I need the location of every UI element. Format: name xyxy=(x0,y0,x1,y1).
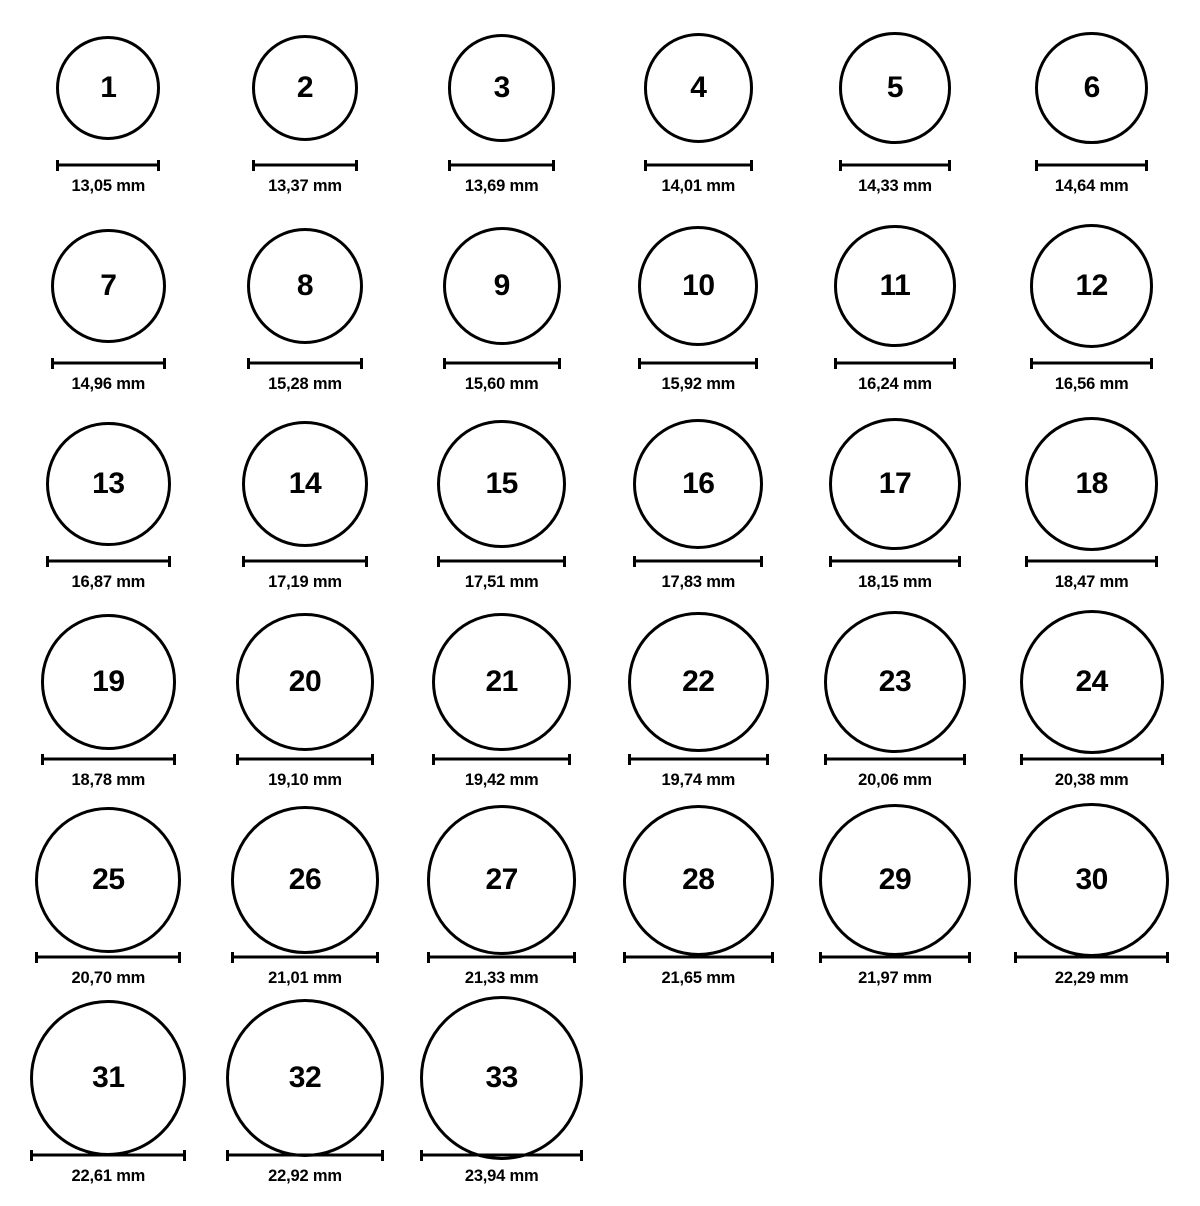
ruler-cap-left xyxy=(30,1150,33,1161)
ruler-cap-right xyxy=(178,952,181,963)
ruler-bar xyxy=(231,956,379,959)
ring-size-cell[interactable] xyxy=(10,810,207,988)
ruler-bar xyxy=(834,362,956,365)
ring-circle[interactable] xyxy=(623,805,774,956)
ruler-bar xyxy=(51,362,166,365)
ruler-bar xyxy=(1025,560,1159,563)
ring-size-cell[interactable] xyxy=(600,18,797,196)
ruler-cap-left xyxy=(56,160,59,171)
diameter-ruler xyxy=(824,754,966,764)
ruler-bar xyxy=(420,1154,583,1157)
ring-size-number: 7 xyxy=(100,269,117,302)
ring-circle-wrap xyxy=(437,414,565,554)
ruler-bar xyxy=(427,956,576,959)
ruler-cap-left xyxy=(1035,160,1038,171)
ring-size-number: 30 xyxy=(1075,863,1108,896)
diameter-ruler xyxy=(437,556,565,566)
diameter-label: 14,33 mm xyxy=(858,177,932,195)
diameter-ruler xyxy=(236,754,373,764)
diameter-label: 18,47 mm xyxy=(1054,573,1129,591)
ring-size-number: 11 xyxy=(879,269,911,302)
ruler-cap-left xyxy=(51,358,54,369)
ring-circle-wrap xyxy=(448,18,556,158)
ring-size-number: 8 xyxy=(296,268,314,302)
ruler-cap-right xyxy=(157,160,160,171)
ruler-bar xyxy=(1030,362,1153,365)
ring-circle-wrap xyxy=(51,216,166,356)
ruler-cap-left xyxy=(420,1150,423,1161)
ring-circle[interactable] xyxy=(829,418,961,550)
ring-size-number: 28 xyxy=(682,863,715,896)
ring-size-number: 21 xyxy=(485,664,518,698)
ruler-bar xyxy=(242,560,369,563)
ring-size-cell[interactable] xyxy=(797,612,994,790)
ring-size-cell[interactable] xyxy=(207,18,404,196)
ruler-cap-right xyxy=(771,952,774,963)
ruler-cap-right xyxy=(376,952,379,963)
ring-circle[interactable] xyxy=(231,806,379,954)
ring-circle-wrap xyxy=(819,810,972,950)
ruler-cap-right xyxy=(968,952,971,963)
ruler-cap-right xyxy=(563,556,566,567)
ruler-cap-right xyxy=(552,160,555,171)
ring-circle-wrap xyxy=(1030,216,1153,356)
ring-circle-wrap xyxy=(834,216,956,356)
diameter-ruler xyxy=(41,754,176,764)
ring-circle[interactable] xyxy=(437,420,565,548)
diameter-ruler xyxy=(623,952,774,962)
ring-size-number: 24 xyxy=(1075,665,1108,698)
diameter-ruler xyxy=(1014,952,1168,962)
ring-circle-wrap xyxy=(623,810,774,950)
diameter-ruler xyxy=(819,952,972,962)
diameter-label: 14,96 mm xyxy=(71,375,146,393)
ring-circle[interactable] xyxy=(247,228,363,344)
ring-size-cell[interactable] xyxy=(10,414,207,592)
diameter-ruler xyxy=(51,358,166,368)
diameter-label: 23,94 mm xyxy=(464,1167,539,1185)
ruler-bar xyxy=(824,758,966,761)
diameter-label: 15,92 mm xyxy=(661,375,736,393)
ruler-bar xyxy=(41,758,176,761)
ruler-cap-right xyxy=(1161,754,1164,765)
ruler-cap-left xyxy=(247,358,250,369)
diameter-label: 22,29 mm xyxy=(1054,969,1129,987)
ring-circle[interactable] xyxy=(1025,417,1159,551)
ring-circle-wrap xyxy=(242,414,369,554)
ring-size-number: 25 xyxy=(92,863,125,896)
diameter-ruler xyxy=(231,952,379,962)
ring-circle[interactable] xyxy=(226,999,384,1157)
ring-size-cell[interactable] xyxy=(993,414,1190,592)
diameter-ruler xyxy=(644,160,753,170)
ruler-cap-right xyxy=(163,358,166,369)
ruler-bar xyxy=(1020,758,1164,761)
diameter-label: 19,42 mm xyxy=(464,771,539,789)
diameter-ruler xyxy=(1035,160,1148,170)
ring-size-number: 19 xyxy=(92,665,125,698)
ruler-cap-right xyxy=(953,358,956,369)
ruler-cap-right xyxy=(360,358,363,369)
ring-circle-wrap xyxy=(46,414,171,554)
ring-circle-wrap xyxy=(638,216,758,356)
ruler-bar xyxy=(46,560,171,563)
ruler-cap-right xyxy=(173,754,176,765)
ring-circle[interactable] xyxy=(1014,803,1168,957)
ruler-cap-left xyxy=(1025,556,1028,567)
ring-circle[interactable] xyxy=(1030,224,1153,347)
ring-circle[interactable] xyxy=(30,1000,186,1156)
ring-size-cell[interactable] xyxy=(403,414,600,592)
ring-circle-wrap xyxy=(1025,414,1159,554)
ruler-cap-left xyxy=(1030,358,1033,369)
diameter-ruler xyxy=(420,1150,583,1160)
ring-circle[interactable] xyxy=(443,227,561,345)
ruler-cap-left xyxy=(226,1150,229,1161)
ring-circle[interactable] xyxy=(633,419,763,549)
ring-circle[interactable] xyxy=(35,807,181,953)
ring-size-cell[interactable] xyxy=(600,414,797,592)
ruler-cap-left xyxy=(448,160,451,171)
ring-size-number: 32 xyxy=(288,1061,322,1094)
diameter-label: 20,38 mm xyxy=(1054,771,1129,789)
ring-size-number: 26 xyxy=(288,863,322,896)
ruler-bar xyxy=(623,956,774,959)
ruler-cap-left xyxy=(236,754,239,765)
ruler-bar xyxy=(236,758,373,761)
ring-circle[interactable] xyxy=(432,613,571,752)
diameter-ruler xyxy=(432,754,571,764)
ruler-cap-left xyxy=(46,556,49,567)
diameter-label: 20,06 mm xyxy=(858,771,932,789)
ruler-cap-left xyxy=(839,160,842,171)
ruler-bar xyxy=(35,956,181,959)
ruler-bar xyxy=(829,560,961,563)
ring-size-cell[interactable] xyxy=(600,810,797,988)
diameter-label: 19,74 mm xyxy=(661,771,736,789)
ruler-cap-right xyxy=(183,1150,186,1161)
ring-circle-wrap xyxy=(839,18,950,158)
ring-size-cell[interactable] xyxy=(207,810,404,988)
ruler-cap-right xyxy=(750,160,753,171)
ring-size-cell[interactable] xyxy=(797,810,994,988)
ruler-cap-left xyxy=(824,754,827,765)
ring-circle-wrap xyxy=(247,216,363,356)
ring-size-cell[interactable] xyxy=(403,612,600,790)
ring-size-number: 3 xyxy=(493,70,510,104)
diameter-label: 13,69 mm xyxy=(464,177,539,195)
ring-circle-wrap xyxy=(236,612,373,752)
diameter-ruler xyxy=(247,358,363,368)
ring-circle-wrap xyxy=(633,414,763,554)
ring-size-cell[interactable] xyxy=(403,216,600,394)
diameter-label: 17,51 mm xyxy=(464,573,539,591)
ruler-cap-left xyxy=(819,952,822,963)
ring-circle[interactable] xyxy=(236,613,373,750)
ring-size-number: 27 xyxy=(485,863,518,896)
ring-size-number: 12 xyxy=(1075,269,1108,302)
diameter-ruler xyxy=(30,1150,186,1160)
ring-size-number: 4 xyxy=(690,71,707,104)
ring-size-number: 29 xyxy=(878,863,912,896)
ring-circle-wrap xyxy=(252,18,358,158)
ruler-cap-right xyxy=(1166,952,1169,963)
ring-circle-wrap xyxy=(41,612,176,752)
diameter-ruler xyxy=(1025,556,1159,566)
ruler-cap-left xyxy=(1014,952,1017,963)
diameter-ruler xyxy=(56,160,160,170)
diameter-label: 14,64 mm xyxy=(1054,177,1129,195)
ring-size-number: 1 xyxy=(100,70,117,104)
ruler-cap-right xyxy=(371,754,374,765)
ring-circle[interactable] xyxy=(1035,32,1148,145)
diameter-label: 16,56 mm xyxy=(1054,375,1129,393)
diameter-label: 21,01 mm xyxy=(268,969,342,987)
ruler-bar xyxy=(56,164,160,167)
diameter-ruler xyxy=(443,358,561,368)
ruler-bar xyxy=(644,164,753,167)
ring-size-number: 22 xyxy=(682,665,715,698)
diameter-ruler xyxy=(46,556,171,566)
ruler-cap-right xyxy=(755,358,758,369)
ring-circle-wrap xyxy=(420,1008,583,1148)
ring-circle-wrap xyxy=(829,414,961,554)
ring-size-cell[interactable] xyxy=(403,18,600,196)
ruler-cap-left xyxy=(35,952,38,963)
ring-circle[interactable] xyxy=(824,611,966,753)
ring-circle-wrap xyxy=(1035,18,1148,158)
ruler-cap-right xyxy=(168,556,171,567)
ring-circle-wrap xyxy=(1014,810,1168,950)
ruler-cap-right xyxy=(558,358,561,369)
ruler-cap-right xyxy=(381,1150,384,1161)
ring-size-number: 14 xyxy=(288,466,322,500)
ruler-cap-left xyxy=(427,952,430,963)
ring-circle-wrap xyxy=(443,216,561,356)
ring-circle[interactable] xyxy=(819,804,972,957)
diameter-ruler xyxy=(839,160,950,170)
ring-size-cell[interactable] xyxy=(797,216,994,394)
diameter-ruler xyxy=(427,952,576,962)
ring-size-number: 18 xyxy=(1075,467,1108,500)
ruler-cap-right xyxy=(580,1150,583,1161)
ruler-bar xyxy=(226,1154,384,1157)
diameter-label: 20,70 mm xyxy=(71,969,146,987)
ruler-bar xyxy=(628,758,769,761)
ruler-cap-left xyxy=(41,754,44,765)
ring-size-cell[interactable] xyxy=(993,810,1190,988)
ruler-bar xyxy=(448,164,556,167)
diameter-label: 22,92 mm xyxy=(268,1167,342,1185)
ring-size-cell[interactable] xyxy=(207,1008,404,1186)
ruler-cap-right xyxy=(948,160,951,171)
diameter-label: 16,24 mm xyxy=(858,375,932,393)
diameter-label: 16,87 mm xyxy=(71,573,146,591)
ring-size-cell[interactable] xyxy=(797,414,994,592)
ring-circle-wrap xyxy=(644,18,753,158)
diameter-label: 17,19 mm xyxy=(268,573,342,591)
diameter-label: 19,10 mm xyxy=(268,771,342,789)
ring-circle-wrap xyxy=(432,612,571,752)
ring-circle-wrap xyxy=(824,612,966,752)
ring-circle[interactable] xyxy=(242,421,369,548)
ring-size-number: 16 xyxy=(682,466,715,500)
ruler-cap-left xyxy=(252,160,255,171)
ruler-cap-right xyxy=(766,754,769,765)
ruler-cap-right xyxy=(573,952,576,963)
diameter-ruler xyxy=(633,556,763,566)
diameter-ruler xyxy=(1030,358,1153,368)
ruler-bar xyxy=(437,560,565,563)
ring-size-number: 33 xyxy=(485,1061,518,1094)
diameter-label: 22,61 mm xyxy=(71,1167,146,1185)
ring-circle[interactable] xyxy=(427,805,576,954)
ruler-cap-right xyxy=(568,754,571,765)
ring-size-cell[interactable] xyxy=(10,18,207,196)
ring-circle-wrap xyxy=(35,810,181,950)
ruler-cap-left xyxy=(1020,754,1023,765)
ring-size-grid xyxy=(10,18,1190,1206)
diameter-ruler xyxy=(226,1150,384,1160)
diameter-ruler xyxy=(252,160,358,170)
diameter-label: 13,05 mm xyxy=(71,177,146,195)
diameter-ruler xyxy=(628,754,769,764)
ruler-cap-right xyxy=(963,754,966,765)
ring-circle[interactable] xyxy=(638,226,758,346)
diameter-label: 21,33 mm xyxy=(464,969,539,987)
ring-size-cell[interactable] xyxy=(207,414,404,592)
diameter-label: 17,83 mm xyxy=(661,573,736,591)
ring-size-cell[interactable] xyxy=(10,216,207,394)
ring-size-number: 2 xyxy=(296,70,314,104)
ring-size-number: 15 xyxy=(485,466,518,500)
diameter-label: 14,01 mm xyxy=(661,177,736,195)
ruler-bar xyxy=(432,758,571,761)
ring-size-cell[interactable] xyxy=(10,612,207,790)
diameter-ruler xyxy=(834,358,956,368)
ring-circle[interactable] xyxy=(51,229,166,344)
ring-circle[interactable] xyxy=(628,612,769,753)
ruler-cap-right xyxy=(958,556,961,567)
ruler-bar xyxy=(1014,956,1168,959)
ring-size-cell[interactable] xyxy=(993,18,1190,196)
ruler-bar xyxy=(247,362,363,365)
diameter-ruler xyxy=(638,358,758,368)
ring-circle[interactable] xyxy=(252,35,358,141)
ruler-cap-left xyxy=(623,952,626,963)
ruler-cap-right xyxy=(760,556,763,567)
ruler-cap-left xyxy=(829,556,832,567)
ring-circle[interactable] xyxy=(56,36,160,140)
ring-size-number: 13 xyxy=(92,467,125,500)
ruler-cap-left xyxy=(638,358,641,369)
ring-size-cell[interactable] xyxy=(797,18,994,196)
ruler-cap-right xyxy=(1145,160,1148,171)
ring-size-cell[interactable] xyxy=(993,612,1190,790)
ruler-cap-left xyxy=(628,754,631,765)
ring-size-number: 9 xyxy=(493,268,510,302)
ring-size-cell[interactable] xyxy=(207,612,404,790)
ring-circle[interactable] xyxy=(834,225,956,347)
ring-circle[interactable] xyxy=(420,996,583,1159)
ruler-bar xyxy=(633,560,763,563)
diameter-label: 21,97 mm xyxy=(858,969,932,987)
ruler-cap-right xyxy=(365,556,368,567)
ruler-bar xyxy=(839,164,950,167)
ring-circle-wrap xyxy=(427,810,576,950)
diameter-ruler xyxy=(242,556,369,566)
ring-circle[interactable] xyxy=(448,34,556,142)
ring-size-cell[interactable] xyxy=(207,216,404,394)
ring-size-cell[interactable] xyxy=(600,612,797,790)
ring-size-cell[interactable] xyxy=(403,1008,600,1186)
ring-circle[interactable] xyxy=(644,33,753,142)
ring-size-cell[interactable] xyxy=(403,810,600,988)
ruler-bar xyxy=(443,362,561,365)
diameter-label: 15,60 mm xyxy=(464,375,539,393)
ruler-bar xyxy=(1035,164,1148,167)
ruler-cap-left xyxy=(432,754,435,765)
ring-size-cell[interactable] xyxy=(600,216,797,394)
ruler-cap-right xyxy=(1150,358,1153,369)
ruler-bar xyxy=(638,362,758,365)
ring-circle-wrap xyxy=(628,612,769,752)
ring-size-cell[interactable] xyxy=(993,216,1190,394)
ruler-cap-left xyxy=(834,358,837,369)
diameter-label: 21,65 mm xyxy=(661,969,736,987)
ring-circle[interactable] xyxy=(46,422,171,547)
ruler-cap-right xyxy=(1155,556,1158,567)
ring-circle-wrap xyxy=(226,1008,384,1148)
ring-size-number: 23 xyxy=(878,665,912,698)
ruler-cap-left xyxy=(443,358,446,369)
ring-circle-wrap xyxy=(1020,612,1164,752)
ruler-bar xyxy=(819,956,972,959)
ring-circle-wrap xyxy=(30,1008,186,1148)
ring-size-number: 6 xyxy=(1083,71,1100,104)
diameter-label: 18,15 mm xyxy=(858,573,932,591)
ruler-bar xyxy=(252,164,358,167)
ring-size-number: 5 xyxy=(886,71,904,104)
diameter-label: 18,78 mm xyxy=(71,771,146,789)
ruler-cap-left xyxy=(644,160,647,171)
ruler-cap-left xyxy=(231,952,234,963)
ruler-cap-left xyxy=(242,556,245,567)
ring-circle[interactable] xyxy=(1020,610,1164,754)
ruler-cap-left xyxy=(633,556,636,567)
ruler-bar xyxy=(30,1154,186,1157)
diameter-ruler xyxy=(1020,754,1164,764)
ring-size-number: 31 xyxy=(92,1061,125,1094)
ring-size-number: 10 xyxy=(682,269,715,302)
diameter-ruler xyxy=(448,160,556,170)
diameter-ruler xyxy=(35,952,181,962)
ring-size-number: 20 xyxy=(288,665,322,698)
diameter-label: 15,28 mm xyxy=(268,375,342,393)
ring-circle-wrap xyxy=(56,18,160,158)
ruler-cap-left xyxy=(437,556,440,567)
ruler-cap-right xyxy=(355,160,358,171)
diameter-label: 13,37 mm xyxy=(268,177,342,195)
ring-size-number: 17 xyxy=(878,467,912,500)
diameter-ruler xyxy=(829,556,961,566)
ring-size-cell[interactable] xyxy=(10,1008,207,1186)
ring-circle-wrap xyxy=(231,810,379,950)
ring-circle[interactable] xyxy=(41,614,176,749)
ring-circle[interactable] xyxy=(839,32,950,143)
